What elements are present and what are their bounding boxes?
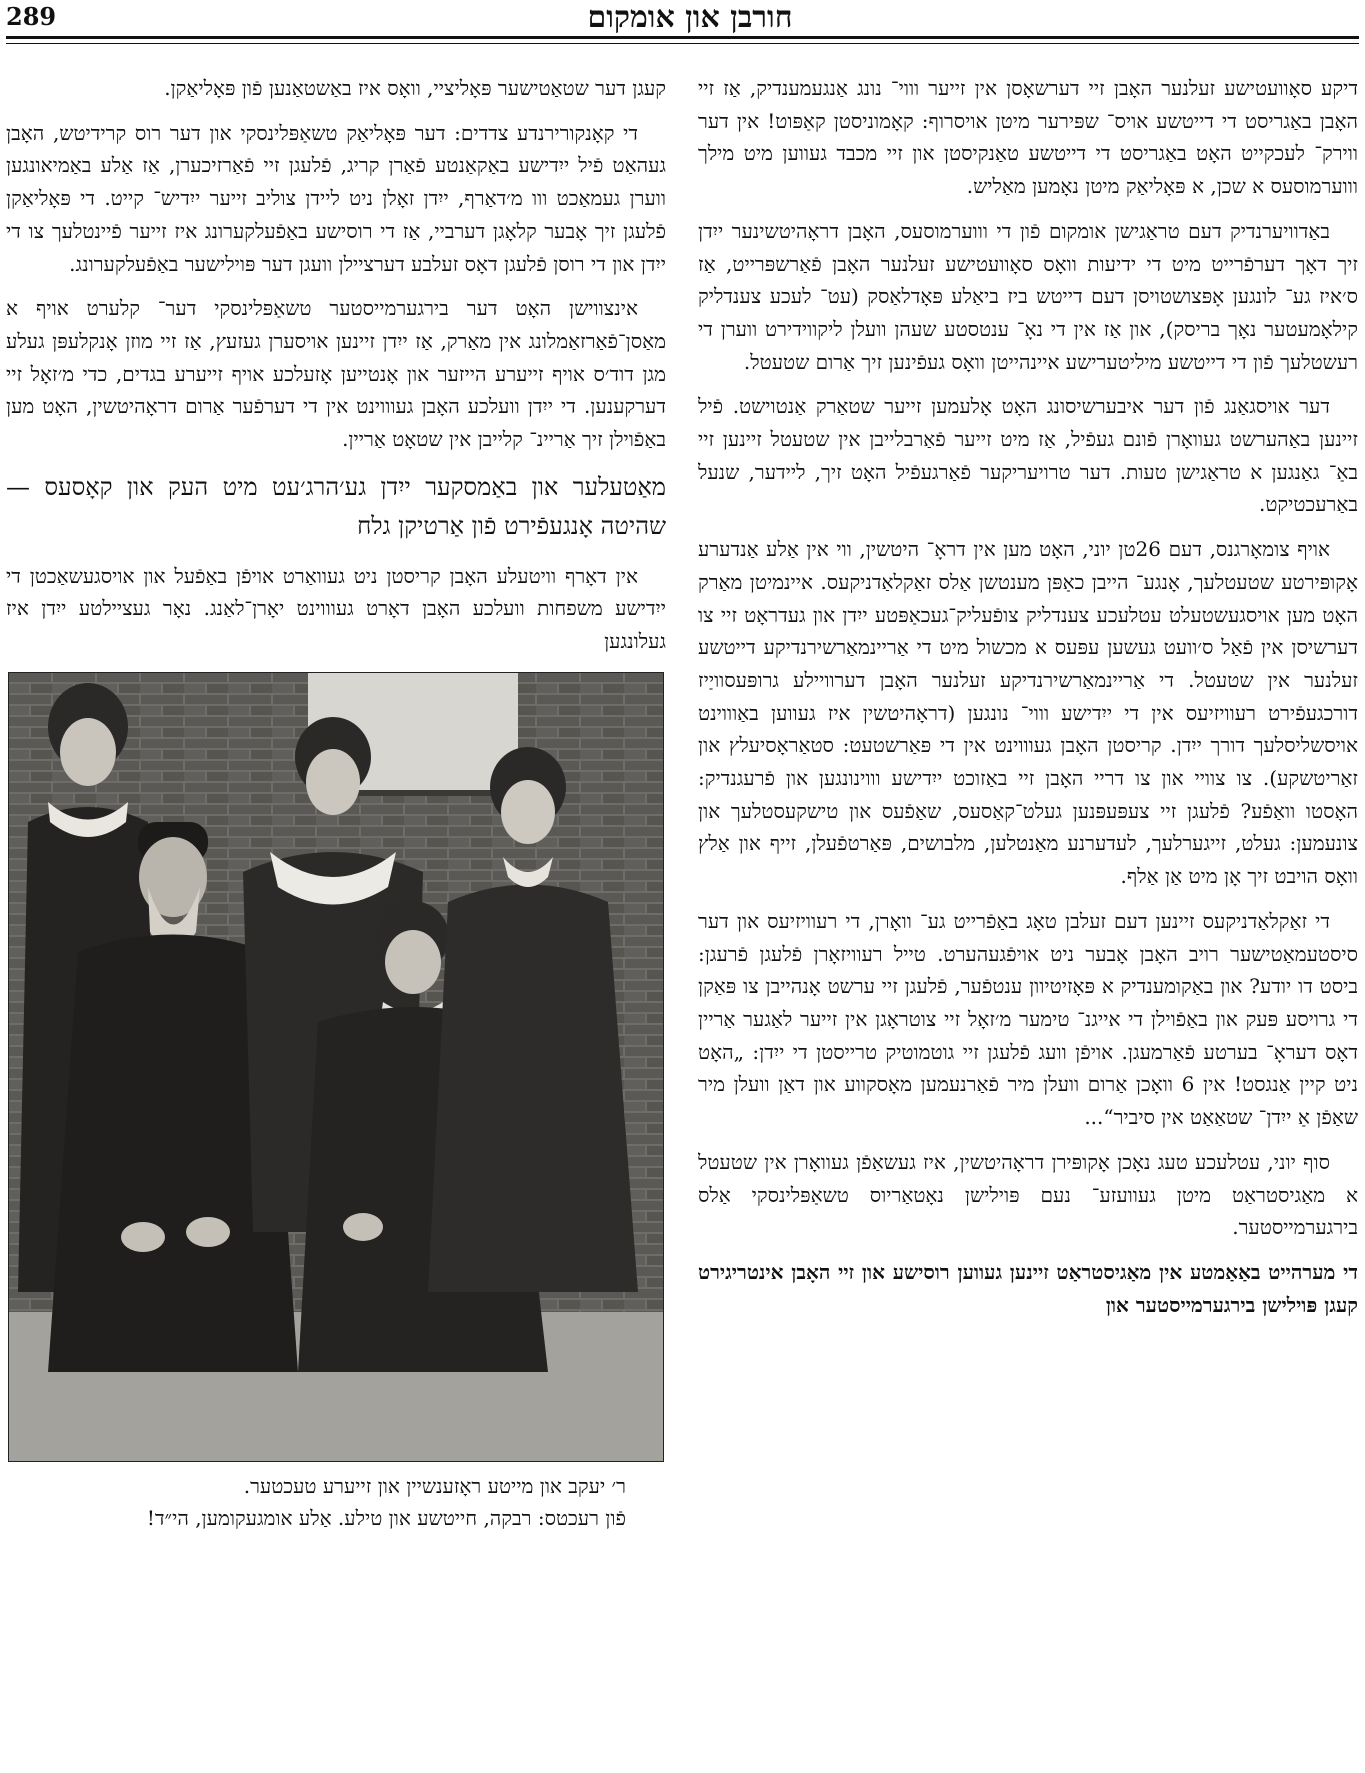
running-header: [0, 0, 1365, 40]
right-para-2: באַדוויערנדיק דעם טראַגישן אומקום פֿון די וווערמוסעס, האָבן דראָהיטשינער ייִדן זיך דאָך דערפֿרייט מיט די ידיעות וואָס סאָוועטישע זעלנער האָבן פֿאַרשפּרייט, אַז ס׳איז גע־ לונגען אָפּצושטויסן דעם דייטש ביז ביאַלע פּאָדלאַסק (עט־ לעכע צענדליק קילאָמעטער נאָך בריסק), און אַז אין די נאָ־ ענטסטע שעהן וועלן ליקווידירט ווערן די רעשטלעך פֿון די דייטשע מיליטערישע איינהייטן וואָס געפֿינען זיך אַרום שטעטל.: [698, 218, 1358, 374]
right-para-5: די זאַקלאַדניקעס זיינען דעם זעלבן טאָג באַפֿרייט גע־ וואָרן, די רעוויזיעס און דער סיסטעמאַטישער רויב האָבן אָבער ניט אויפֿגעהערט. טייל רעוויזאָרן פֿלעגן פֿרעגן: ביסט דו יודע? און באַקומענדיק א פּאָזיטיוון ענטפֿער, פֿלעגן זיי ערשט אָנהייבן צו פּאַקן די גרויסע פּעק און באַפֿוילן די אייגנ־ טימער מ׳זאָל זיי צוטראָגן אין זייער לאַגער אַריין דאָס דעראָ־ בערטע פֿאַרמעגן. אויפֿן וועג פֿלעגן זיי גוטמוטיק טרייסטן די ייִדן: „האָט ניט קיין אַנגסט! אין 6 וואָכן אַרום וועלן מיר פֿאַרנעמען מאָסקווע און דאַן וועלן מיר שאַפֿן אַ ייִדן־ שטאַאַט אין סיביר“...: [698, 908, 1358, 1130]
running-title: חורבן און אומקום: [587, 0, 793, 35]
photo-caption-line-1: ר׳ יעקב און מייטע ראָזענשיין און זייערע טעכטער.: [243, 1473, 626, 1498]
page-number: 289: [6, 2, 57, 31]
photo-caption: [6, 1470, 666, 1534]
left-para-1: קעגן דער שטאַטישער פּאָליציי, וואָס איז באַשטאַנען פֿון פּאָליאַקן.: [164, 76, 666, 100]
header-rule-thick: [6, 36, 1359, 39]
photo-illustration: [8, 672, 664, 1462]
right-column: [698, 72, 1358, 1772]
photo-caption-line-2: פֿון רעכטס: רבקה, חייטשע און טילע. אַלע אומגעקומען, הי״ד!: [146, 1505, 626, 1530]
left-para-2: די קאָנקורירנדע צדדים: דער פּאָליאַק טשאַפּלינסקי און דער רוס קרידיטש, האָבן געהאַט פֿיל ייִדישע באַקאַנטע פֿאַרן קריג, פֿלעגן זיי פֿאַרזיכערן, אַז אַלע באַמיאונגען ווערן געמאַכט ווו מ׳דאַרף, ייִדן זאָלן ניט ליידן צוליב זייער ייִדיש־ קייט. די פּאָליאַקן פֿלעגן זיך אָבער קלאָגן דערביי, אַז די רוסישע באַפֿעלקערונג איז זייער פֿיינטלעך צו די ייִדן און די רוסן פֿלעגן דאָס זעלבע דערציילן וועגן דער פּוילישער באַפֿעלקערונג.: [6, 120, 666, 276]
family-photograph: [8, 672, 664, 1462]
left-column: [6, 72, 666, 1772]
right-para-7: די מערהייט באַאַמטע אין מאַגיסטראַט זיינען געווען רוסישע און זיי האָבן אינטריגירט קעגן פּוילישן בירגערמייסטער און: [698, 1259, 1358, 1317]
right-para-4: אויף צומאָרגנס, דעם 26טן יוני, האָט מען אין דראָ־ היטשין, ווי אין אַלע אַנדערע אָקופּירטע שטעטלעך, אָנגע־ הייבן כאַפּן מענטשן אַלס זאַקלאַדניקעס. איינמיטן מאַרק האָט מען אויסגעשטעלט עטלעכע צענדליק צופֿעליק־געכאַפּטע ייִדן און געדראָט זיי צו דערשיסן אין פֿאַל ס׳וועט געשען עפּעס א מכשול מיט די אַריינמאַרשירנדיקע דייטשע זעלנער אין שטעטל. די אַריינמאַרשירנדיקע זעלנער האָבן דערוויילע גרופּעסוויַיז דורכגעפֿירט רעוויזיעס אין די ייִדישע וווי־ נונגען (דראָהיטשין איז געווען באַוווינט אויסשליסלעך דורך ייִדן. קריסטן האָבן געוווינט אין די פּאַרשטעט: סטאַראָסיעלץ און זאַריטשקע). צו צוויי און צו דריי האָבן זיי באַזוכט ייִדישע וווינונגען און פֿרעגנדיק: האָסטו וואַפֿע? פֿלעגן זיי צעפּעפּנען געלט־קאַסעס, שאַפֿעס און טישקעסטלעך און צונעמען: געלט, זייגערלעך, לעדערנע מאַנטלען, מלבושים, פּאַרטפֿעלן, זייף און אַלץ וואָס הויבט זיך אָן מיט אַן אַלף.: [698, 537, 1358, 889]
left-para-4: אין דאָרף וויטעלע האָבן קריסטן ניט געוואַרט אויפֿן באַפֿעל און אויסגעשאַכטן די ייִדישע משפחות וועלכע האָבן דאָרט געוווינט יאָרן־לאַנג. נאָר געציילטע ייִדן איז געלונגען: [6, 563, 666, 654]
right-para-3: דער אויסגאַנג פֿון דער איבערשיסונג האָט אָלעמען זייער שטאַרק אַנטוישט. פֿיל זיינען באַהערשט געוואָרן פֿונם געפֿיל, אַז מיט זייער פֿאַרבלייבן אין שטעטל זיינען זיי באַ־ גאַנגען א טראַגישן טעות. דער טרויעריקער פֿאַרגעפֿיל האָט זיך, ליידער, שנעל באַרעכטיקט.: [698, 394, 1358, 517]
header-rule-thin: [6, 43, 1359, 44]
right-para-1: דיקע סאָוועטישע זעלנער האָבן זיי דערשאָסן אין זייער וווי־ נונג אַנגעמענדיק, אַז זיי האָבן באַגריסט די דייטשע אויס־ שפּירער מיטן אויסרוף: קאָמוניסטן קאַפּוט! אין דער ווירק־ לעכקייט האָט באַגריסט די דייטשע טאַנקיסטן און זיי מכבד געווען מיט מילך וווערמוסעס א שכן, א פּאָליאַק מיטן נאָמען מאַליש.: [698, 76, 1358, 199]
section-subhead: מאַטעלער און באַמסקער ייִדן גע׳הרג׳עט מיט העק און קאָסעס — שהיטה אָנגעפֿירט פֿון אַרטיקן גלח: [6, 472, 666, 540]
right-para-6: סוף יוני, עטלעכע טעג נאָכן אָקופּירן דראָהיטשין, איז געשאַפֿן געוואָרן אין שטעטל א מאַגיסטראַט מיטן געוועזע־ נעם פּוילישן נאָטאַריוס טשאַפּלינסקי אַלס בירגערמייסטער.: [698, 1149, 1358, 1240]
left-para-3: אינצווישן האָט דער בירגערמייסטער טשאַפּלינסקי דער־ קלערט אויף א מאַסן־פֿאַרזאַמלונג אין מאַרק, אַז ייִדן זיינען אויסערן געזעץ, אַז זיי מוזן אָנקלעפּן געלע מגן דוד׳ס אויף זייערע הייזער און אָנטייען אָזעלכע אויף זייערע בגדים, כדי מ׳זאָל זיי דערקענען. די ייִדן וועלכע האָבן געוווינט אין די דערפֿער אַרום דראָהיטשין, האָט מען באַפֿוילן זיך אַריינ־ קלייבן אין שטאָט אַריין.: [6, 296, 666, 452]
